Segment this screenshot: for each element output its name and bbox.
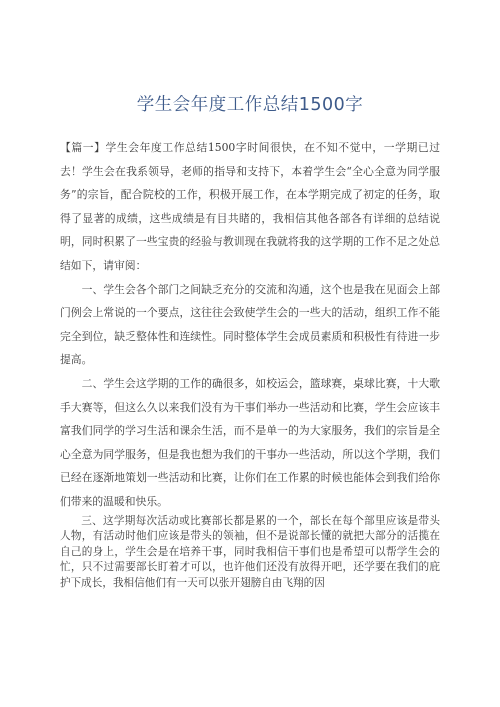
paragraph-point-one: 一、学生会各个部门之间缺乏充分的交流和沟通，这个也是我在见面会上部门例会上常说的一个要点，这往往会致使学生会的一些大的活动，组织工作不能完全到位，缺乏整体性和连续性。同时整体学生会成员素质和积极性有待进一步提高。 (60, 282, 440, 367)
document-title: 学生会年度工作总结1500字 (136, 95, 364, 115)
document-body (60, 136, 440, 591)
paragraph-point-two: 二、学生会这学期的工作的确很多，如校运会，篮球赛，桌球比赛，十大歌手大赛等，但这么久以来我们没有为干事们举办一些活动和比赛，学生会应该丰富我们同学的学习生活和课余生活，而不是单一的为大家服务，我们的宗旨是全心全意为同学服务，但是我也想为我们的干事办一些活动，所以这个学期，我们已经在逐渐地策划一些活动和比赛，让你们在工作累的时候也能体会到我们给你们带来的温暖和快乐。 (60, 376, 440, 508)
paragraph-point-three: 三、这学期每次活动或比赛部长都是累的一个，部长在每个部里应该是带头人物，有活动时他们应该是带头的领袖，但不是说部长懂的就把大部分的活揽在自己的身上，学生会是在培养干事，同时我相信干事们也是希望可以帮学生会的忙，只不过需要部长盯着才可以，也许他们还没有放得开吧，还学要在我们的庇护下成长，我相信他们有一天可以张开翅膀自由飞翔的因 (60, 514, 440, 589)
paragraph-intro: 【篇一】学生会年度工作总结1500字时间很快，在不知不觉中，一学期已过去！学生会在我系领导，老师的指导和支持下，本着学生会“全心全意为同学服务”的宗旨，配合院校的工作，积极开展工作，在本学期完成了初定的任务，取得了显著的成绩，这些成绩是有目共睹的，我相信其他各部各有详细的总结说明，同时积累了一些宝贵的经验与教训现在我就将我的这学期的工作不足之处总结如下，请审阅： (60, 141, 440, 272)
